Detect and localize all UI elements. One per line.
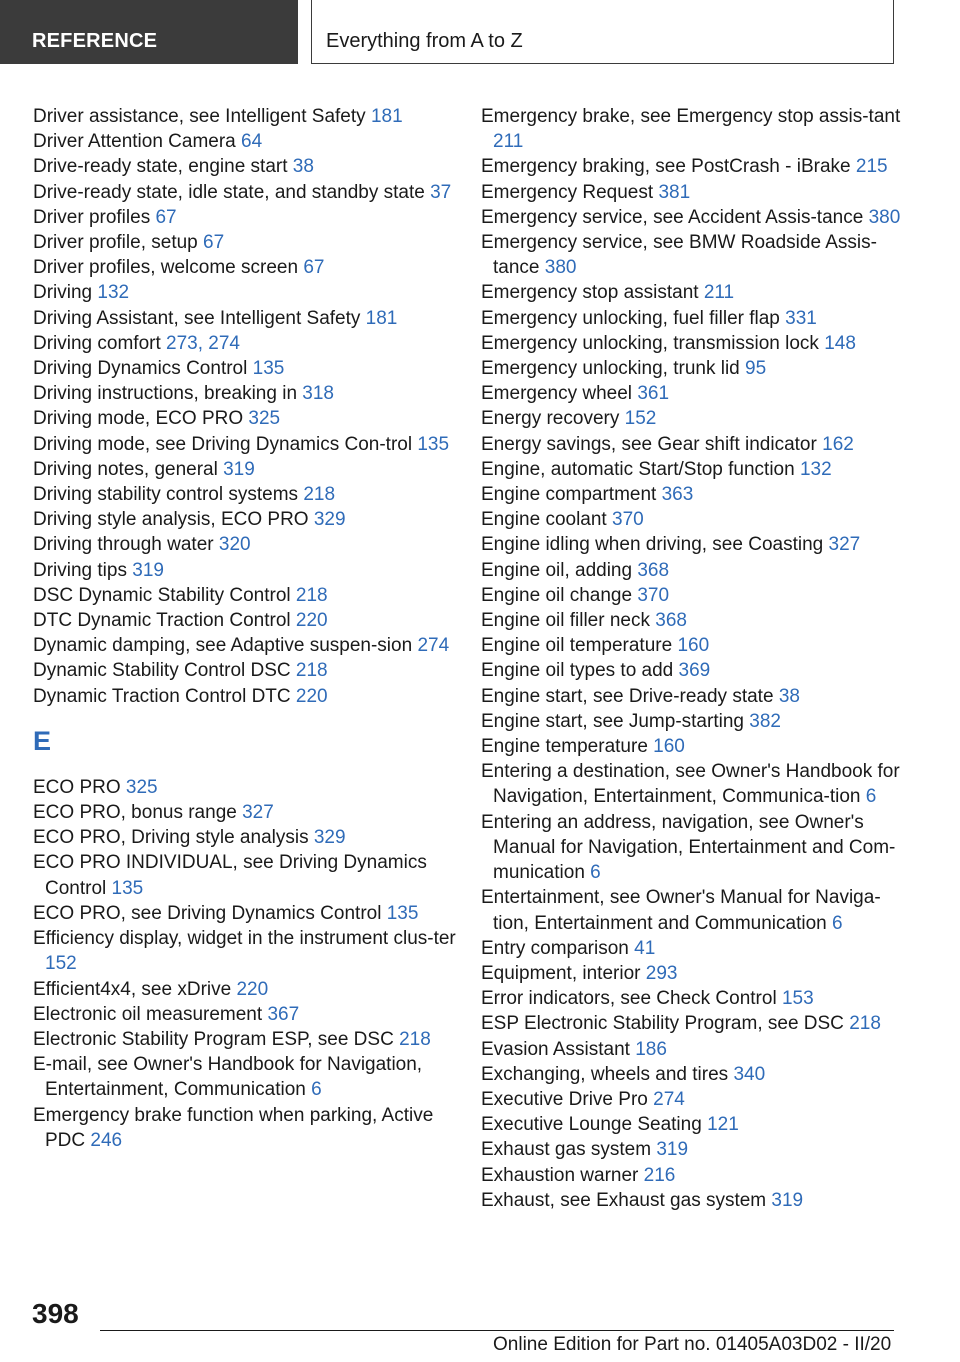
- index-term: DTC Dynamic Traction Control: [33, 610, 291, 632]
- page-reference-link[interactable]: 6: [832, 912, 843, 934]
- index-term: Entry comparison: [481, 937, 629, 959]
- index-term: Engine start, see Jump-starting: [481, 710, 744, 732]
- index-term: Drive-ready state, engine start: [33, 156, 288, 178]
- index-term: Driver profile, setup: [33, 232, 198, 254]
- index-column-left: [33, 104, 458, 1153]
- index-term: Engine, automatic Start/Stop function: [481, 458, 795, 480]
- index-term: Exhaustion warner: [481, 1164, 639, 1186]
- page-reference-link[interactable]: 135: [111, 877, 144, 899]
- page-reference-link[interactable]: 318: [302, 383, 334, 405]
- index-entry: [481, 583, 901, 608]
- index-entry: [481, 154, 901, 179]
- index-entry: [481, 1011, 901, 1036]
- index-entry: [481, 658, 901, 683]
- page-reference-link[interactable]: 121: [707, 1114, 739, 1136]
- index-entry: [481, 558, 901, 583]
- index-entry: [481, 1037, 901, 1062]
- index-term: Driving comfort: [33, 332, 161, 354]
- section-letter: E: [33, 725, 52, 756]
- page-reference-link[interactable]: 331: [785, 307, 817, 329]
- index-entry: [33, 684, 458, 709]
- index-entry: [481, 406, 901, 431]
- index-entry: [33, 1103, 458, 1153]
- index-entry: [33, 482, 458, 507]
- index-term: Dynamic Stability Control DSC: [33, 660, 291, 682]
- page-reference-link[interactable]: 319: [223, 458, 255, 480]
- index-entry: [33, 180, 458, 205]
- index-term: Engine oil, adding: [481, 559, 633, 581]
- index-term: Entering an address, navigation, see Owner's Manual for Navigation, Entertainment and Com-munication: [481, 811, 896, 884]
- index-group-d: [33, 104, 458, 709]
- page-reference-link[interactable]: 319: [656, 1139, 689, 1161]
- page-reference-link[interactable]: 320: [218, 534, 251, 556]
- index-term: Engine oil filler neck: [481, 610, 650, 632]
- page-reference-link[interactable]: 340: [733, 1063, 766, 1085]
- page-reference-link[interactable]: 211: [703, 282, 735, 304]
- page-reference-link[interactable]: 319: [132, 559, 164, 581]
- index-entry: [481, 885, 901, 935]
- page-reference-link[interactable]: 319: [771, 1189, 804, 1211]
- index-entry: [481, 104, 901, 154]
- index-entry: [481, 280, 901, 305]
- index-term: Driving through water: [33, 534, 214, 556]
- page-reference-link[interactable]: 381: [658, 181, 691, 203]
- page-reference-link[interactable]: 135: [386, 902, 419, 924]
- index-term: ECO PRO: [33, 776, 121, 798]
- index-entry: [33, 1027, 458, 1052]
- index-term: Engine coolant: [481, 509, 607, 531]
- index-entry: [33, 432, 458, 457]
- page-reference-link[interactable]: 218: [849, 1013, 881, 1035]
- index-entry: [481, 1112, 901, 1137]
- index-entry: [33, 381, 458, 406]
- index-term: Emergency unlocking, fuel filler flap: [481, 307, 780, 329]
- index-entry: [33, 775, 458, 800]
- index-term: Electronic Stability Program ESP, see DSC: [33, 1028, 394, 1050]
- index-entry: [481, 356, 901, 381]
- index-entry: [481, 230, 901, 280]
- index-entry: [481, 734, 901, 759]
- page-reference-link[interactable]: 67: [303, 257, 325, 279]
- index-entry: [33, 280, 458, 305]
- page-reference-link[interactable]: 220: [295, 610, 328, 632]
- page-reference-link[interactable]: 37: [430, 181, 452, 203]
- index-entry: [33, 507, 458, 532]
- index-entry: [481, 532, 901, 557]
- index-term: Driver profiles, welcome screen: [33, 257, 299, 279]
- page-reference-link[interactable]: 363: [661, 484, 694, 506]
- index-term: Driving mode, ECO PRO: [33, 408, 244, 430]
- index-entry: [481, 331, 901, 356]
- index-entry: [481, 1137, 901, 1162]
- index-entry: [33, 825, 458, 850]
- page-reference-link[interactable]: 370: [612, 509, 644, 531]
- index-term: Efficient4x4, see xDrive: [33, 978, 232, 1000]
- index-term: Emergency brake function when parking, Active PDC: [33, 1104, 434, 1151]
- page-reference-link[interactable]: 220: [236, 978, 269, 1000]
- page-reference-link[interactable]: 293: [645, 962, 678, 984]
- index-term: Engine oil temperature: [481, 635, 673, 657]
- index-entry: [481, 936, 901, 961]
- header-section-label: REFERENCE: [32, 30, 158, 52]
- page-reference-link[interactable]: 325: [125, 776, 158, 798]
- index-entry: [33, 583, 458, 608]
- index-entry: [481, 306, 901, 331]
- page-reference-link[interactable]: 135: [417, 433, 450, 455]
- index-term: Driving tips: [33, 559, 127, 581]
- index-group-e: [33, 775, 458, 1153]
- page-reference-link[interactable]: 181: [365, 307, 398, 329]
- index-entry: [33, 977, 458, 1002]
- page-reference-link[interactable]: 132: [97, 282, 130, 304]
- index-term: Emergency stop assistant: [481, 282, 699, 304]
- page-reference-link[interactable]: 211: [493, 131, 524, 153]
- page-reference-link[interactable]: 370: [637, 584, 670, 606]
- footer-edition: Online Edition for Part no. 01405A03D02 - II/20: [493, 1334, 892, 1355]
- index-term: Engine idling when driving, see Coasting: [481, 534, 824, 556]
- index-term: ECO PRO, see Driving Dynamics Control: [33, 902, 382, 924]
- index-entry: [481, 381, 901, 406]
- index-entry: [481, 633, 901, 658]
- page-reference-link[interactable]: 368: [655, 610, 687, 632]
- index-entry: [481, 507, 901, 532]
- page-reference-link[interactable]: 368: [637, 559, 670, 581]
- index-term: Entering a destination, see Owner's Handbook for Navigation, Entertainment, Communica-tion: [481, 761, 900, 808]
- page-reference-link[interactable]: 95: [745, 358, 767, 380]
- page-reference-link[interactable]: 216: [643, 1164, 676, 1186]
- page-reference-link[interactable]: 64: [241, 131, 263, 153]
- index-term: Emergency wheel: [481, 383, 633, 405]
- page-reference-link[interactable]: 246: [90, 1129, 123, 1151]
- index-entry: [33, 406, 458, 431]
- page-number: 398: [32, 1298, 79, 1329]
- index-term: Driving stability control systems: [33, 484, 299, 506]
- page-reference-link[interactable]: 273, 274: [166, 332, 240, 354]
- index-entry: [33, 901, 458, 926]
- index-term: Emergency brake, see Emergency stop assis-tant: [481, 106, 901, 127]
- index-term: ECO PRO INDIVIDUAL, see Driving Dynamics Control: [33, 852, 427, 899]
- index-entry: [33, 532, 458, 557]
- index-term: Executive Lounge Seating: [481, 1114, 702, 1136]
- index-entry: [481, 482, 901, 507]
- index-term: ECO PRO, Driving style analysis: [33, 827, 309, 849]
- index-entry: [33, 457, 458, 482]
- index-term: Entertainment, see Owner's Manual for Naviga-tion, Entertainment and Communication: [481, 887, 881, 934]
- page-reference-link[interactable]: 215: [855, 156, 888, 178]
- page-reference-link[interactable]: 6: [590, 862, 601, 884]
- page-reference-link[interactable]: 162: [822, 433, 854, 455]
- index-entry: [481, 1087, 901, 1112]
- index-term: Emergency unlocking, transmission lock: [481, 332, 819, 354]
- index-entry: [33, 633, 458, 658]
- page-reference-link[interactable]: 329: [313, 827, 346, 849]
- index-entry: [33, 658, 458, 683]
- page-reference-link[interactable]: 369: [678, 660, 711, 682]
- index-entry: [33, 154, 458, 179]
- page-reference-link[interactable]: 67: [203, 232, 225, 254]
- page-reference-link[interactable]: 181: [370, 106, 403, 127]
- index-term: Driving instructions, breaking in: [33, 383, 298, 405]
- index-term: Emergency braking, see PostCrash - iBrake: [481, 156, 851, 178]
- index-term: Energy recovery: [481, 408, 620, 430]
- index-term: Driving Assistant, see Intelligent Safety: [33, 307, 361, 329]
- index-group-e-continued: [481, 104, 901, 1213]
- page-reference-link[interactable]: 132: [799, 458, 832, 480]
- index-term: Engine compartment: [481, 484, 657, 506]
- index-entry: [33, 850, 458, 900]
- index-term: Emergency service, see Accident Assis-tance: [481, 206, 864, 228]
- index-term: Evasion Assistant: [481, 1038, 630, 1060]
- index-term: ESP Electronic Stability Program, see DSC: [481, 1013, 844, 1035]
- page-reference-link[interactable]: 327: [242, 802, 274, 824]
- index-term: Engine start, see Drive-ready state: [481, 685, 774, 707]
- index-term: Driver assistance, see Intelligent Safety: [33, 106, 366, 127]
- index-term: Driving notes, general: [33, 458, 218, 480]
- index-entry: [33, 1002, 458, 1027]
- index-term: Energy savings, see Gear shift indicator: [481, 433, 817, 455]
- index-entry: [481, 1163, 901, 1188]
- index-term: Error indicators, see Check Control: [481, 988, 777, 1010]
- index-term: Driving style analysis, ECO PRO: [33, 509, 309, 531]
- page-reference-link[interactable]: 135: [252, 358, 285, 380]
- page-reference-link[interactable]: 380: [544, 257, 577, 279]
- index-entry: [481, 608, 901, 633]
- index-entry: [33, 230, 458, 255]
- index-term: Driving Dynamics Control: [33, 358, 248, 380]
- index-term: Dynamic damping, see Adaptive suspen-sion: [33, 635, 413, 657]
- page-reference-link[interactable]: 38: [292, 156, 314, 178]
- index-term: Equipment, interior: [481, 962, 641, 984]
- index-entry: [33, 356, 458, 381]
- index-entry: [33, 1052, 458, 1102]
- page-reference-link[interactable]: 67: [155, 206, 177, 228]
- page-reference-link[interactable]: 361: [637, 383, 670, 405]
- index-entry: [33, 205, 458, 230]
- index-entry: [481, 205, 901, 230]
- page-reference-link[interactable]: 218: [399, 1028, 431, 1050]
- page-reference-link[interactable]: 382: [749, 710, 781, 732]
- page-reference-link[interactable]: 186: [635, 1038, 667, 1060]
- index-term: Driver Attention Camera: [33, 131, 236, 153]
- index-entry: [481, 684, 901, 709]
- index-term: Engine oil types to add: [481, 660, 674, 682]
- index-entry: [33, 306, 458, 331]
- index-entry: [33, 104, 458, 129]
- page-reference-link[interactable]: 380: [868, 206, 901, 228]
- index-column-right: [481, 104, 901, 1213]
- page-reference-link[interactable]: 160: [653, 736, 685, 758]
- index-term: Engine temperature: [481, 736, 648, 758]
- index-entry: [481, 180, 901, 205]
- index-entry: [33, 558, 458, 583]
- index-term: Emergency Request: [481, 181, 654, 203]
- index-entry: [33, 255, 458, 280]
- index-term: Drive-ready state, idle state, and standby state: [33, 181, 425, 203]
- index-entry: [481, 986, 901, 1011]
- index-term: Engine oil change: [481, 584, 633, 606]
- page-reference-link[interactable]: 152: [624, 408, 657, 430]
- index-term: DSC Dynamic Stability Control: [33, 584, 291, 606]
- index-entry: [481, 759, 901, 809]
- page-reference-link[interactable]: 148: [824, 332, 856, 354]
- index-entry: [481, 709, 901, 734]
- page-reference-link[interactable]: 274: [653, 1088, 685, 1110]
- page-reference-link[interactable]: 152: [45, 953, 77, 975]
- index-entry: [481, 810, 901, 886]
- page-reference-link[interactable]: 218: [295, 584, 328, 606]
- index-term: Driver profiles: [33, 206, 151, 228]
- index-entry: [481, 457, 901, 482]
- index-entry: [33, 608, 458, 633]
- index-term: Driving: [33, 282, 93, 304]
- page-reference-link[interactable]: 367: [267, 1003, 300, 1025]
- page-reference-link[interactable]: 325: [248, 408, 281, 430]
- index-term: Driving mode, see Driving Dynamics Con-trol: [33, 433, 413, 455]
- index-term: Electronic oil measurement: [33, 1003, 263, 1025]
- page-reference-link[interactable]: 274: [417, 635, 450, 657]
- index-term: E-mail, see Owner's Handbook for Navigation, Entertainment, Communication: [33, 1054, 423, 1101]
- index-entry: [481, 961, 901, 986]
- index-entry: [33, 331, 458, 356]
- index-term: Emergency service, see BMW Roadside Assis-tance: [481, 232, 877, 279]
- page-reference-link[interactable]: 153: [781, 988, 814, 1010]
- page-reference-link[interactable]: 218: [303, 484, 336, 506]
- index-term: Emergency unlocking, trunk lid: [481, 358, 740, 380]
- index-term: Dynamic Traction Control DTC: [33, 685, 291, 707]
- index-entry: [33, 926, 458, 976]
- index-entry: [481, 1188, 901, 1213]
- index-term: Exchanging, wheels and tires: [481, 1063, 729, 1085]
- page-reference-link[interactable]: 41: [634, 937, 656, 959]
- index-term: Executive Drive Pro: [481, 1088, 648, 1110]
- page-title: Everything from A to Z: [326, 30, 523, 52]
- page-reference-link[interactable]: 218: [295, 660, 328, 682]
- index-term: ECO PRO, bonus range: [33, 802, 237, 824]
- page-reference-link[interactable]: 220: [295, 685, 328, 707]
- page-reference-link[interactable]: 6: [311, 1079, 322, 1101]
- index-entry: [33, 129, 458, 154]
- footer-divider: [100, 1330, 894, 1331]
- page-reference-link[interactable]: 160: [677, 635, 710, 657]
- page-reference-link[interactable]: 6: [865, 786, 877, 808]
- index-entry: [33, 800, 458, 825]
- page-reference-link[interactable]: 327: [828, 534, 861, 556]
- page-reference-link[interactable]: 329: [313, 509, 346, 531]
- index-term: Exhaust, see Exhaust gas system: [481, 1189, 767, 1211]
- index-term: Efficiency display, widget in the instrument clus-ter: [33, 928, 456, 950]
- index-entry: [481, 1062, 901, 1087]
- index-term: Exhaust gas system: [481, 1139, 652, 1161]
- index-entry: [481, 432, 901, 457]
- page-reference-link[interactable]: 38: [778, 685, 800, 707]
